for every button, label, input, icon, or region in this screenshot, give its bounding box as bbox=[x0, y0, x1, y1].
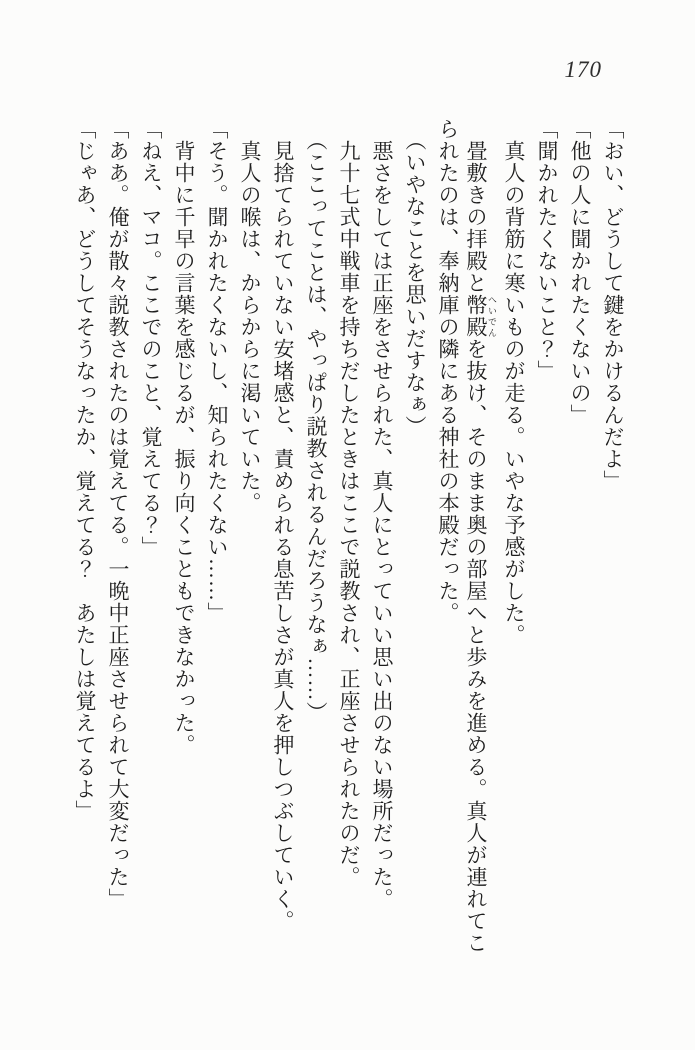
text-column-1: 「おい、どうして鍵をかけるんだよ」 bbox=[601, 118, 625, 492]
text-column-5 bbox=[459, 118, 497, 954]
text-column-3: 「聞かれたくないこと？」 bbox=[535, 118, 559, 382]
text-column-8: 悪さをしては正座をさせられた、真人にとっていい思い出のない場所だった。 bbox=[370, 118, 394, 910]
text-column-17: 「じゃあ、どうしてそうなったか、覚えてる？ あたしは覚えてるよ」 bbox=[73, 118, 97, 822]
text-column-10: （ここってことは、やっぱり説教されるんだろうなぁ……） bbox=[304, 118, 328, 724]
text-column-14: 背中に千早の言葉を感じるが、振り向くこともできなかった。 bbox=[172, 118, 196, 756]
ruby-base: 幣殿 bbox=[464, 294, 488, 338]
text-column-9: 九十七式中戦車を持ちだしたときはここで説教され、正座させられたのだ。 bbox=[337, 118, 361, 888]
text-column-16: 「ああ。俺が散々説教されたのは覚えてる。一晩中正座させられて大変だった」 bbox=[106, 118, 130, 910]
ruby-text: へいでん bbox=[487, 294, 497, 338]
text-column-13: 「そう。聞かれたくないし、知られたくない……」 bbox=[205, 118, 229, 624]
text-area bbox=[67, 118, 629, 988]
text-column-7: （いやなことを思いだすなぁ） bbox=[403, 118, 427, 438]
ruby-heiden bbox=[464, 294, 497, 338]
text-column-4: 真人の背筋に寒いものが走る。いやな予感がした。 bbox=[502, 118, 526, 646]
text-column-2: 「他の人に聞かれたくないの」 bbox=[568, 118, 592, 426]
text-column-5-post: を抜け、そのまま奥の部屋へと歩みを進める。真人が連れてこ bbox=[464, 338, 488, 954]
text-column-12: 真人の喉は、からからに渇いていた。 bbox=[238, 118, 262, 514]
text-column-11: 見捨てられていない安堵感と、責められる息苦しさが真人を押しつぶしていく。 bbox=[271, 118, 295, 932]
text-column-5-pre: 畳敷きの拝殿と bbox=[464, 118, 488, 294]
page-number: 170 bbox=[564, 57, 602, 82]
text-column-15: 「ねえ、マコ。ここでのこと、覚えてる？」 bbox=[139, 118, 163, 558]
text-column-6: られたのは、奉納庫の隣にある神社の本殿だった。 bbox=[436, 118, 460, 624]
